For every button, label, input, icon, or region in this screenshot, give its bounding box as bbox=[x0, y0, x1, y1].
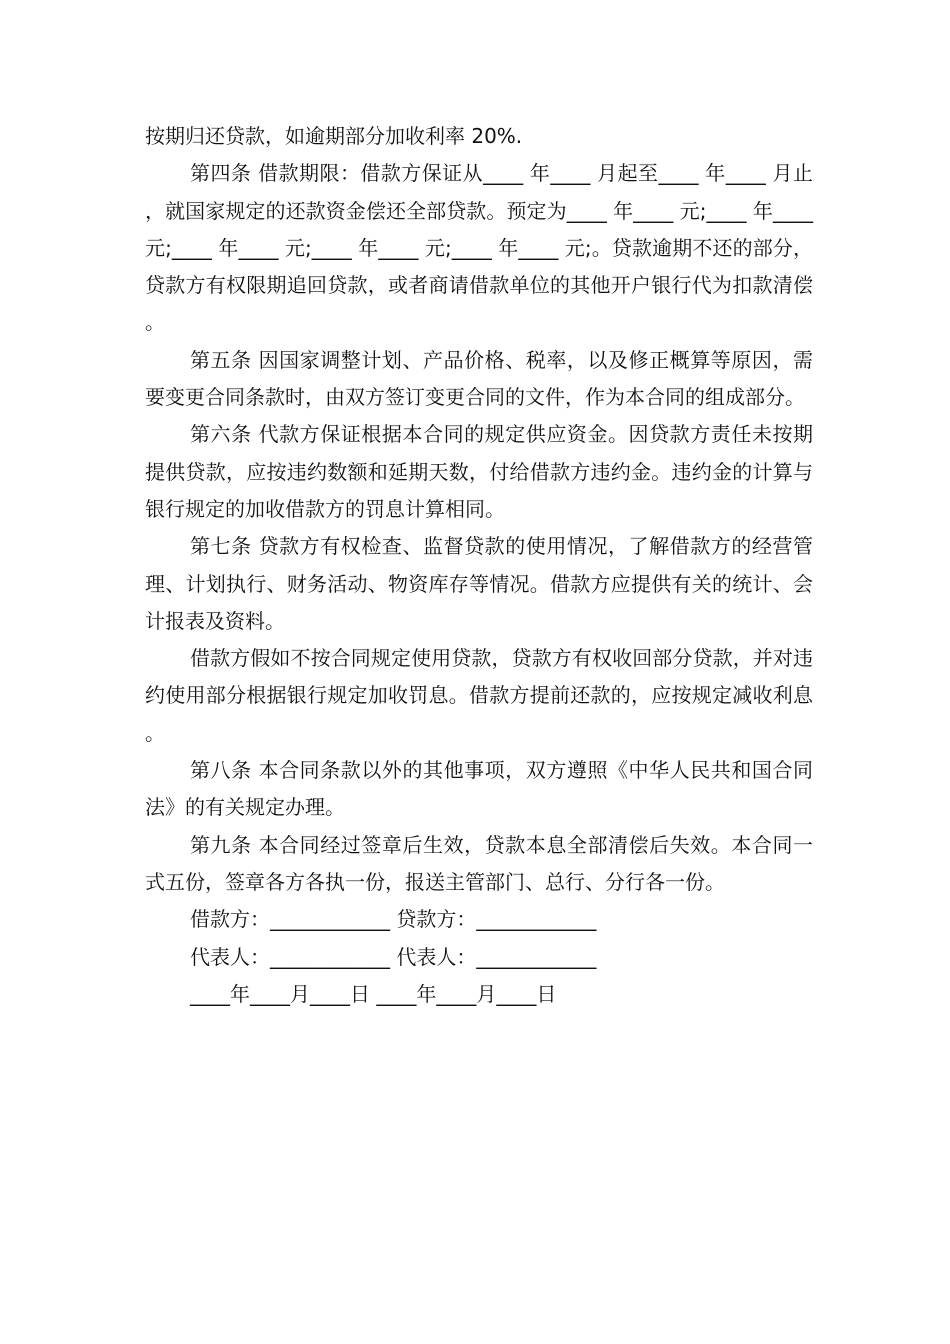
paragraph-repayment-continuation: 按期归还贷款，如逾期部分加收利率 20%. bbox=[145, 124, 523, 148]
paragraph-article-9: 第九条 本合同经过签章后生效，贷款本息全部清偿后失效。本合同一式五份，签章各方各执一份，报送主管部门、总行、分行各一份。 bbox=[145, 832, 813, 894]
contract-body bbox=[145, 118, 813, 1013]
paragraph-article-7: 第七条 贷款方有权检查、监督贷款的使用情况，了解借款方的经营管理、计划执行、财务活动、物资库存等情况。借款方应提供有关的统计、会计报表及资料。 bbox=[145, 534, 813, 633]
paragraph-article-5: 第五条 因国家调整计划、产品价格、税率，以及修正概算等原因，需要变更合同条款时，由双方签订变更合同的文件，作为本合同的组成部分。 bbox=[145, 347, 813, 410]
paragraph-article-4: 第四条 借款期限：借款方保证从____ 年____ 月起至____ 年____ 月止，就国家规定的还款资金偿还全部贷款。预定为____ 年____ 元;____ 年____ 元;____ 年____ 元;____ 年____ 元;____ 年____ 元;。贷款逾期不还的部分，贷款方有权限期追回贷款，或者商请借款单位的其他开户银行代为扣款清偿。 bbox=[145, 161, 813, 335]
signature-parties-line: 借款方：____________ 贷款方：____________ bbox=[190, 907, 597, 932]
signature-representatives-line: 代表人：____________ 代表人：____________ bbox=[190, 944, 597, 969]
paragraph-article-8: 第八条 本合同条款以外的其他事项，双方遵照《中华人民共和国合同法》的有关规定办理。 bbox=[145, 758, 813, 820]
signature-dates-line: ____年____月____日 ____年____月____日 bbox=[190, 981, 557, 1006]
paragraph-article-6: 第六条 代款方保证根据本合同的规定供应资金。因贷款方责任未按期提供贷款，应按违约数额和延期天数，付给借款方违约金。违约金的计算与银行规定的加收借款方的罚息计算相同。 bbox=[145, 422, 813, 521]
paragraph-misuse-penalty: 借款方假如不按合同规定使用贷款，贷款方有权收回部分贷款，并对违约使用部分根据银行规定加收罚息。借款方提前还款的，应按规定减收利息。 bbox=[145, 646, 813, 745]
